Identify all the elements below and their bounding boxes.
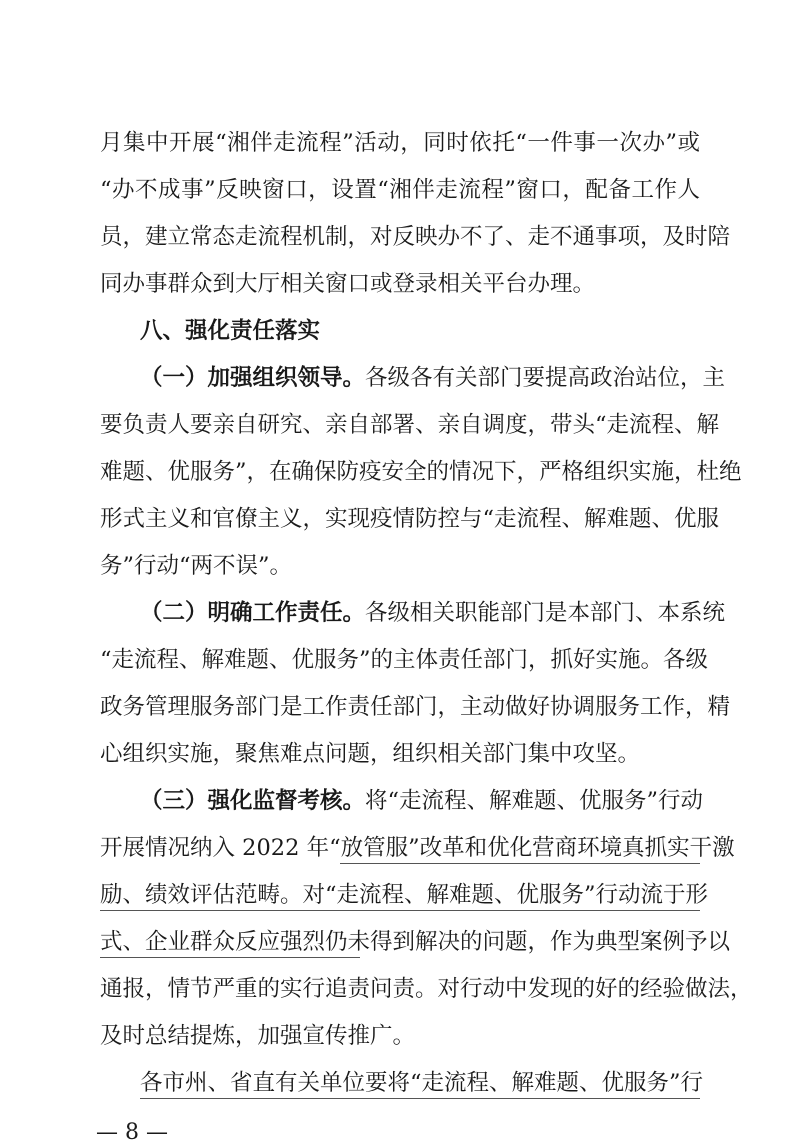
subsection-paragraph xyxy=(140,786,704,816)
paragraph-line: 心组织实施，聚焦难点问题，组织相关部门集中攻坚。 xyxy=(100,741,641,767)
paragraph-line: 及时总结提炼，加强宣传推广。 xyxy=(100,1023,416,1049)
underline-rule xyxy=(100,957,360,958)
paragraph-line: 通报，情节严重的实行追责问责。对行动中发现的好的经验做法， xyxy=(100,976,753,1002)
paragraph-line: 式、企业群众反应强烈仍未得到解决的问题，作为典型案例予以 xyxy=(100,929,731,955)
paragraph-line: 要负责人要亲自研究、亲自部署、亲自调度，带头“走流程、解 xyxy=(100,412,720,438)
paragraph-line: 形式主义和官僚主义，实现疫情防控与“走流程、解难题、优服 xyxy=(100,506,720,532)
paragraph-line: 难题、优服务”，在确保防疫安全的情况下，严格组织实施，杜绝 xyxy=(100,459,742,485)
paragraph-line: 各市州、省直有关单位要将“走流程、解难题、优服务”行 xyxy=(140,1070,704,1096)
paragraph-line: 员，建立常态走流程机制，对反映办不了、走不通事项，及时陪 xyxy=(100,224,731,250)
paragraph-line: 励、绩效评估范畴。对“走流程、解难题、优服务”行动流于形 xyxy=(100,882,709,908)
page-number: — 8 — xyxy=(96,1120,168,1145)
subsection-paragraph xyxy=(140,598,726,628)
paragraph-line: 务”行动“两不误”。 xyxy=(100,553,293,579)
subsection-title: （一）加强组织领导。 xyxy=(140,365,366,391)
underline-rule xyxy=(100,910,700,911)
paragraph-line: 月集中开展“湘伴走流程”活动，同时依托“一件事一次办”或 xyxy=(100,130,700,156)
paragraph-line: 同办事群众到大厅相关窗口或登录相关平台办理。 xyxy=(100,271,596,297)
subsection-title: （二）明确工作责任。 xyxy=(140,600,366,626)
paragraph-text: 各级各有关部门要提高政治站位，主 xyxy=(365,365,726,391)
paragraph-line: 政务管理服务部门是工作责任部门，主动做好协调服务工作，精 xyxy=(100,694,731,720)
underline-rule xyxy=(140,1098,700,1099)
paragraph-text: 将“走流程、解难题、优服务”行动 xyxy=(365,788,704,814)
underline-rule xyxy=(340,863,700,864)
paragraph-text: 各级相关职能部门是本部门、本系统 xyxy=(365,600,726,626)
subsection-paragraph xyxy=(140,363,726,393)
paragraph-line: “走流程、解难题、优服务”的主体责任部门，抓好实施。各级 xyxy=(100,647,709,673)
section-heading: 八、强化责任落实 xyxy=(140,318,321,344)
paragraph-line: “办不成事”反映窗口，设置“湘伴走流程”窗口，配备工作人 xyxy=(100,177,700,203)
paragraph-line: 开展情况纳入 2022 年“放管服”改革和优化营商环境真抓实干激 xyxy=(100,835,735,861)
subsection-title: （三）强化监督考核。 xyxy=(140,788,366,814)
